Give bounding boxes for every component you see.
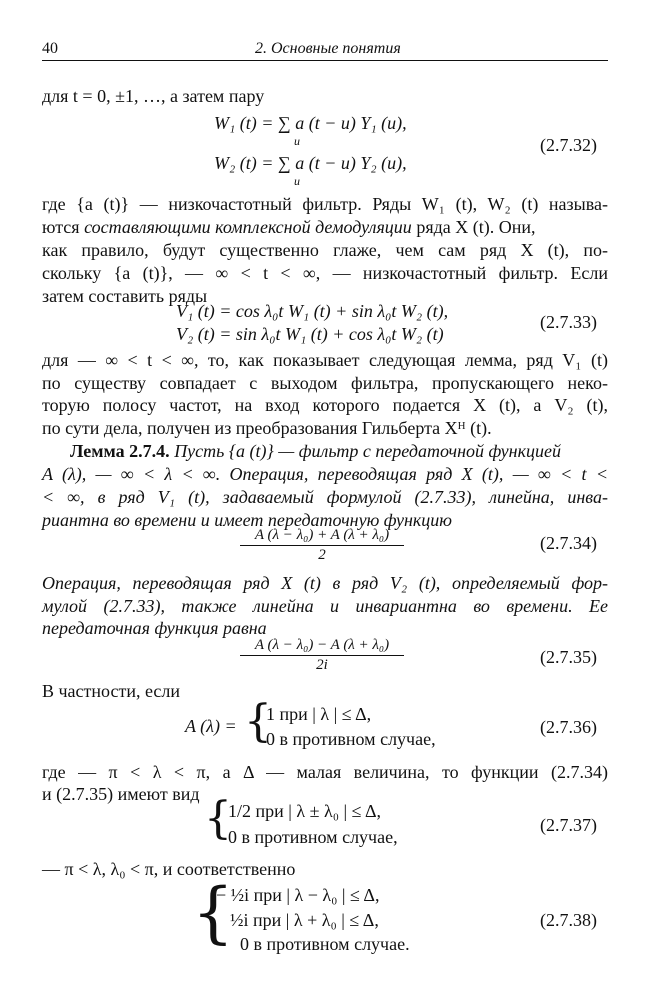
text-line: скольку {a (t)}, — ∞ < t < ∞, — низкочастотный фильтр. Если xyxy=(42,263,608,283)
text-span: ются xyxy=(42,217,85,237)
text-line: для t = 0, ±1, …, а затем пару xyxy=(42,86,265,106)
equation-2-7-33-line1: V₁ (t) = cos λ₀t W₁ (t) + sin λ₀t W₂ (t), xyxy=(176,301,449,321)
lemma-line xyxy=(70,440,608,462)
equation-2-7-36-lhs: A (λ) = xyxy=(185,716,237,736)
page-number: 40 xyxy=(42,40,58,57)
left-brace: { xyxy=(192,874,234,951)
fraction-numerator: A (λ − λ₀) − A (λ + λ₀) xyxy=(240,637,404,656)
italic-term: составляющими комплексной демодуляции xyxy=(84,217,412,237)
equation-2-7-32-line2: W₂ (t) = ∑ a (t − u) Y₂ (u), xyxy=(214,153,407,173)
sum-index: u xyxy=(294,174,300,188)
equation-number-2-7-35: (2.7.35) xyxy=(540,647,597,667)
left-brace: { xyxy=(244,696,272,747)
text-line: для — ∞ < t < ∞, то, как показывает следующая лемма, ряд V₁ (t) xyxy=(42,350,608,370)
equation-2-7-33-line2: V₂ (t) = sin λ₀t W₁ (t) + cos λ₀t W₂ (t) xyxy=(176,324,444,344)
case-line: − ½i при | λ − λ₀ | ≤ Δ, xyxy=(216,885,380,905)
lemma-text: Пусть {a (t)} — фильтр с передаточной функцией xyxy=(169,441,562,461)
page-header xyxy=(42,40,608,60)
text-line: торую полосу частот, на вход которого подается X (t), а V₂ (t), xyxy=(42,395,608,415)
text-line: — π < λ, λ₀ < π, и соответственно xyxy=(42,859,296,879)
fraction-2-7-34 xyxy=(240,527,404,564)
case-line: 1/2 при | λ ± λ₀ | ≤ Δ, xyxy=(228,801,382,821)
equation-2-7-32-line1: W₁ (t) = ∑ a (t − u) Y₁ (u), xyxy=(214,113,407,133)
text-line: и (2.7.35) имеют вид xyxy=(42,784,200,804)
text-line: по сути дела, получен из преобразования Гильберта Xᴴ (t). xyxy=(42,418,492,438)
fraction-numerator: A (λ − λ₀) + A (λ + λ₀) xyxy=(240,527,404,546)
text-line: затем составить ряды xyxy=(42,286,208,306)
equation-number-2-7-33: (2.7.33) xyxy=(540,312,597,332)
lemma-label: Лемма 2.7.4. xyxy=(70,441,170,461)
case-line: 0 в противном случае, xyxy=(228,827,398,847)
text-span: ряда X (t). Они, xyxy=(411,217,536,237)
text-line: мулой (2.7.33), также линейна и инвариантна во времени. Ее xyxy=(42,596,608,616)
text-line: по существу совпадает с выходом фильтра, пропускающего неко- xyxy=(42,373,608,393)
case-line: 0 в противном случае. xyxy=(240,934,410,954)
running-title: 2. Основные понятия xyxy=(255,40,401,57)
equation-number-2-7-34: (2.7.34) xyxy=(540,533,597,553)
fraction-2-7-35 xyxy=(240,637,404,674)
equation-number-2-7-32: (2.7.32) xyxy=(540,135,597,155)
fraction-denominator: 2 xyxy=(318,547,326,563)
text-line: где {a (t)} — низкочастотный фильтр. Ряды W₁ (t), W₂ (t) называ- xyxy=(42,194,608,214)
text-line: В частности, если xyxy=(42,681,181,701)
fraction-denominator: 2i xyxy=(316,657,328,673)
case-line: 1 при | λ | ≤ Δ, xyxy=(266,704,372,724)
text-line xyxy=(42,216,608,238)
text-line: передаточная функция равна xyxy=(42,618,267,638)
sum-index: u xyxy=(294,134,300,148)
equation-number-2-7-37: (2.7.37) xyxy=(540,815,597,835)
case-line: 0 в противном случае, xyxy=(266,729,436,749)
lemma-line: риантна во времени и имеет передаточную функцию xyxy=(42,510,453,530)
text-line: Операция, переводящая ряд X (t) в ряд V₂ (t), определяемый фор- xyxy=(42,573,608,593)
equation-number-2-7-36: (2.7.36) xyxy=(540,717,597,737)
left-brace: { xyxy=(204,793,232,844)
case-line: ½i при | λ + λ₀ | ≤ Δ, xyxy=(230,910,379,930)
header-rule xyxy=(42,60,608,61)
text-line: как правило, будут существенно глаже, чем сам ряд X (t), по- xyxy=(42,240,608,260)
lemma-line: < ∞, в ряд V₁ (t), задаваемый формулой (2.7.33), линейна, инва- xyxy=(42,487,608,507)
equation-number-2-7-38: (2.7.38) xyxy=(540,910,597,930)
lemma-line: A (λ), — ∞ < λ < ∞. Операция, переводящая ряд X (t), — ∞ < t < xyxy=(42,464,608,484)
text-line: где — π < λ < π, а Δ — малая величина, то функции (2.7.34) xyxy=(42,762,608,782)
